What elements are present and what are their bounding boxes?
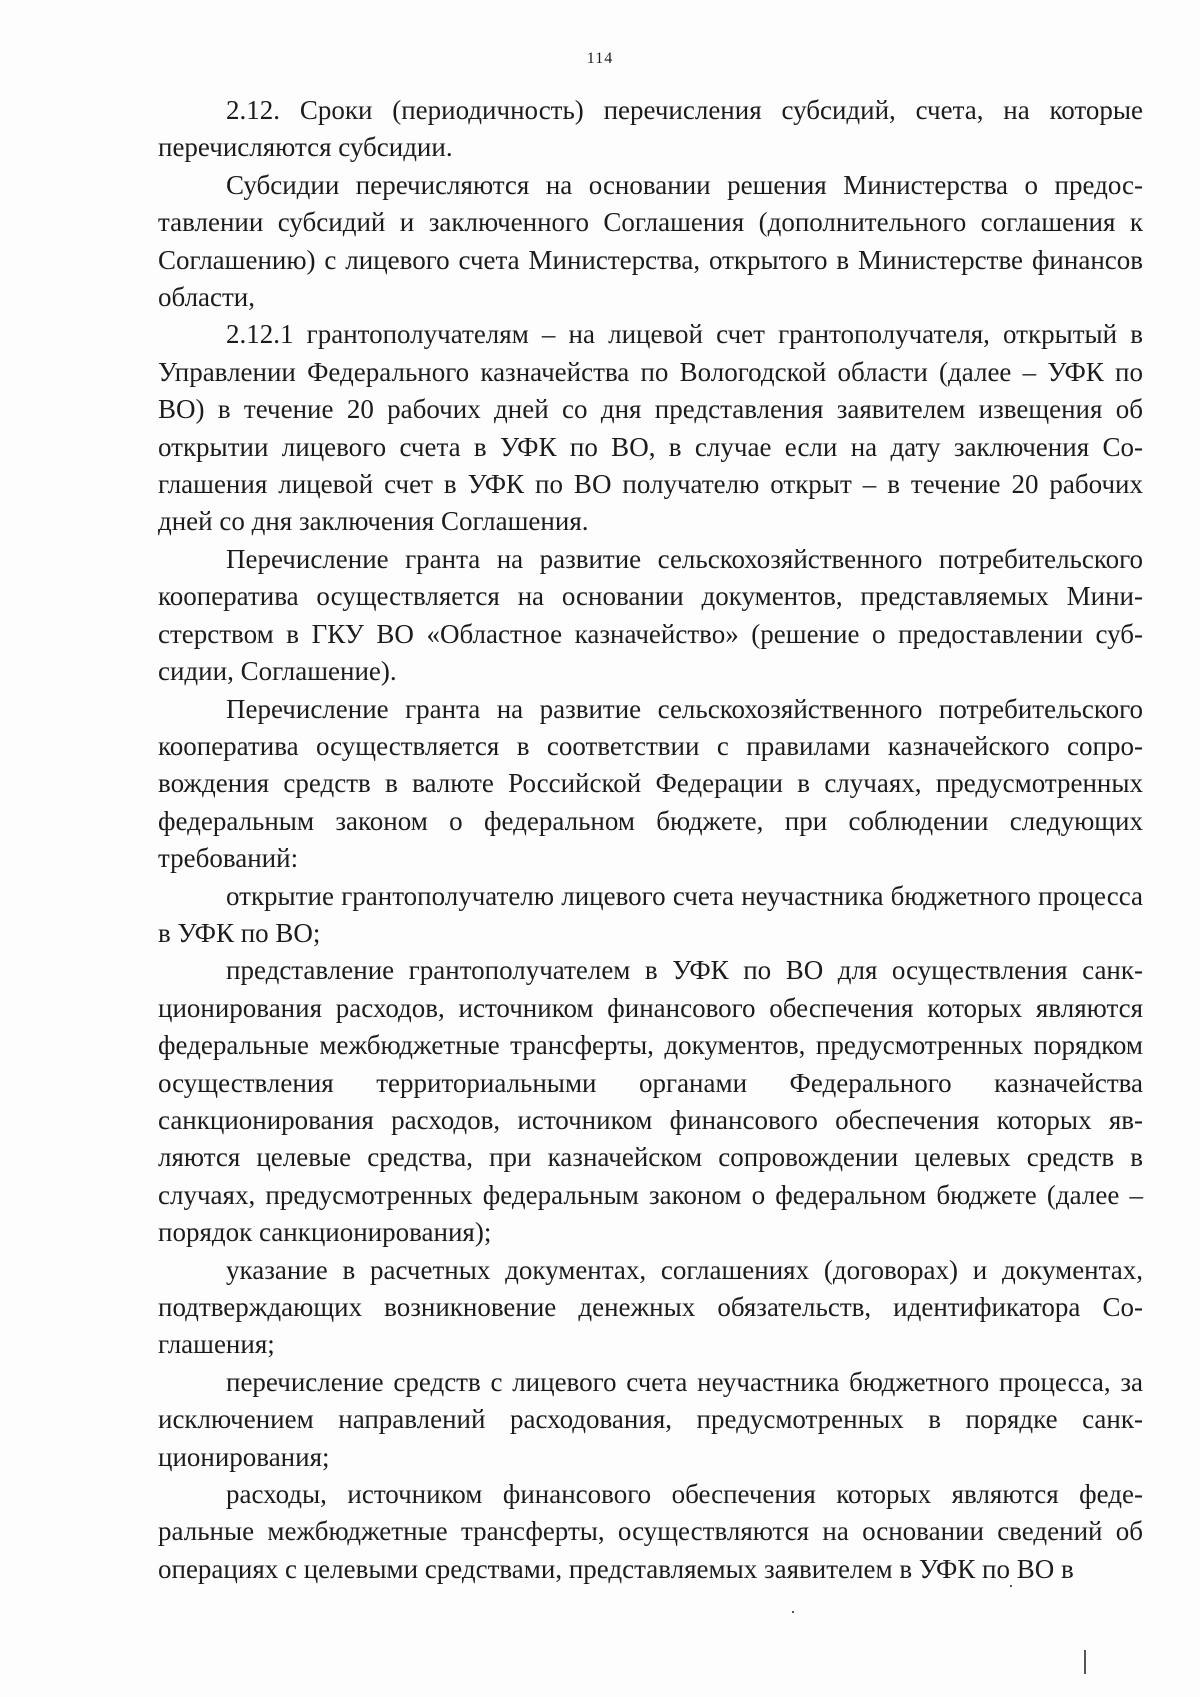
paragraph-2-12-heading: 2.12. Сроки (периодичность) перечисления субсидий, счета, на которые перечисляются субсидии. [158, 95, 1143, 163]
paragraph-grant-transfer-documents: Перечисление гранта на развитие сельскохозяйственного потребительского кооператива осуществляется на основании документов, представляемых Министерством в ГКУ ВО «Областное казначейство» (решение о предоставлении субсидии, Соглашение). [158, 543, 1143, 687]
paragraph-requirement-documents: представление грантополучателем в УФК по ВО для осуществления санкционирования расходов, источником финансового обеспечения которых являются федеральные межбюджетные трансферты, документов, предусмотренных порядком осуществления территориальными органами Федерального казначейства санкционирования расходов, источником финансового обеспечения которых являются целевые средства, при казначейском сопровождении целевых средств в случаях, предусмотренных федеральным законом о федеральном бюджете (далее – порядок санкционирования); [158, 955, 1143, 1248]
paragraph-requirement-identifier: указание в расчетных документах, соглашениях (договорах) и документах, подтверждающих возникновение денежных обязательств, идентификатора Соглашения; [158, 1254, 1143, 1360]
paragraph-requirement-account-opening: открытие грантополучателю лицевого счета неучастника бюджетного процесса в УФК по ВО; [158, 880, 1143, 948]
scan-artifact [1010, 1585, 1012, 1587]
paragraph-grant-treasury-support: Перечисление гранта на развитие сельскохозяйственного потребительского кооператива осуществляется в соответствии с правилами казначейского сопровождения средств в валюте Российской Федерации в случаях, предусмотренных федеральным законом о федеральном бюджете, при соблюдении следующих требований: [158, 693, 1143, 874]
paragraph-requirement-transfer: перечисление средств с лицевого счета неучастника бюджетного процесса, за исключением направлений расходования, предусмотренных в порядке санкционирования; [158, 1366, 1143, 1472]
scan-artifact [792, 1611, 794, 1613]
paragraph-requirement-expenses: расходы, источником финансового обеспечения которых являются федеральные межбюджетные трансферты, осуществляются на основании сведений об операциях с целевыми средствами, представляемых заявителем в УФК по ВО в [158, 1479, 1143, 1584]
page-number: 114 [586, 50, 614, 67]
paragraph-2-12-1: 2.12.1 грантополучателям – на лицевой счет грантополучателя, открытый в Управлении Федерального казначейства по Вологодской области (далее – УФК по ВО) в течение 20 рабочих дней со дня представления заявителем извещения об открытии лицевого счета в УФК по ВО, в случае если на дату заключения Соглашения лицевой счет в УФК по ВО получателю открыт – в течение 20 рабочих дней со дня заключения Соглашения. [158, 319, 1143, 537]
document-body [158, 92, 1143, 1588]
scan-artifact [1084, 1650, 1086, 1674]
paragraph-subsidy-transfer-basis: Субсидии перечисляются на основании решения Министерства о предоставлении субсидий и заключенного Соглашения (дополнительного соглашения к Соглашению) с лицевого счета Министерства, открытого в Министерстве финансов области, [158, 169, 1143, 313]
